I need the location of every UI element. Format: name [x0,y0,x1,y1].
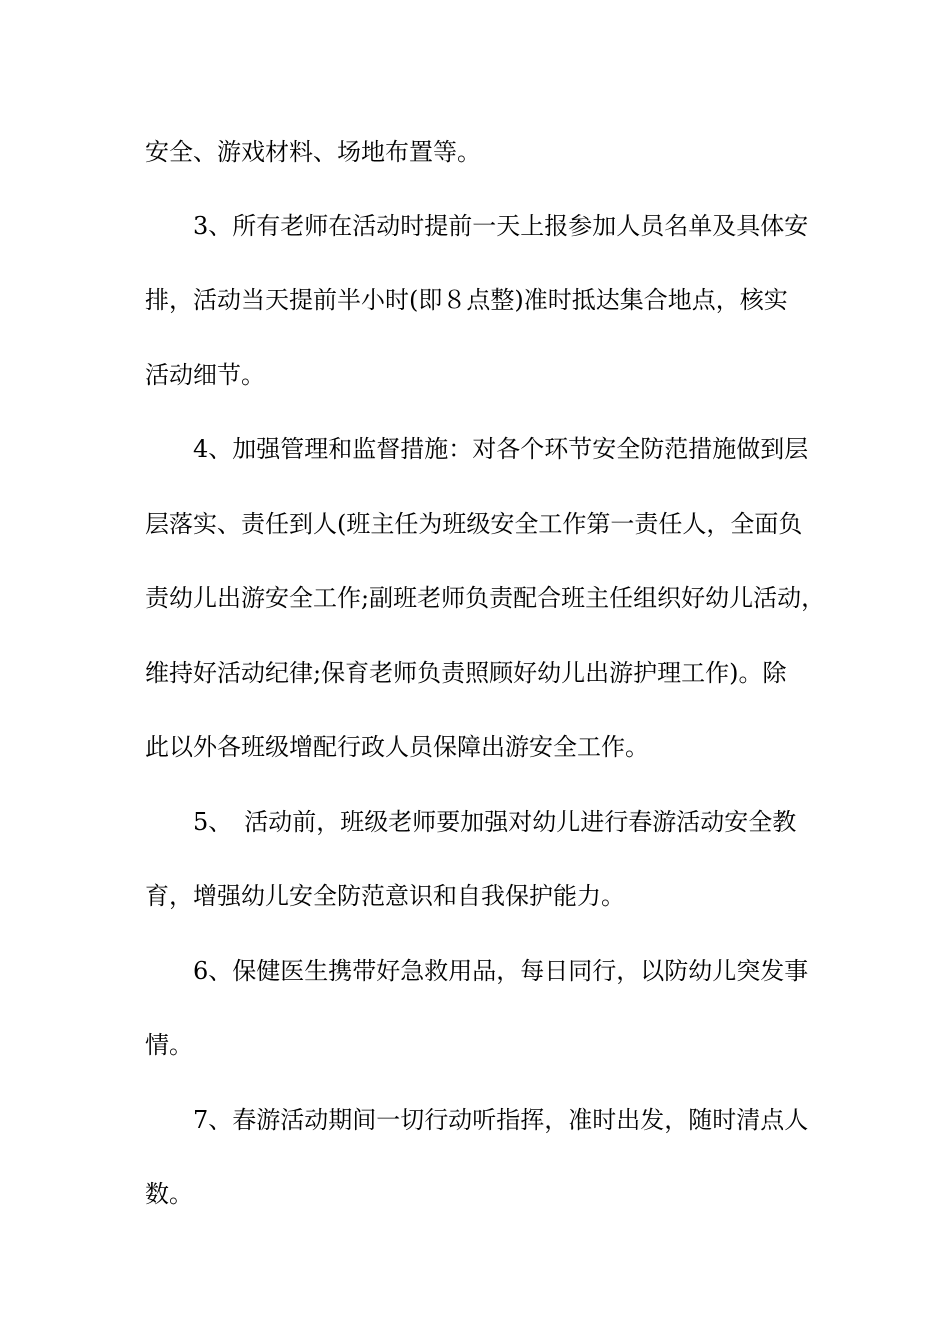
text-line: 活动细节。 [145,361,265,389]
text-line: 3、所有老师在活动时提前一天上报参加人员名单及具体安 [193,212,809,240]
text-line: 安全、游戏材料、场地布置等。 [145,138,481,166]
text-line: 排，活动当天提前半小时(即８点整)准时抵达集合地点，核实 [145,286,788,314]
text-line: 此以外各班级增配行政人员保障出游安全工作。 [145,733,649,761]
text-line: 层落实、责任到人(班主任为班级安全工作第一责任人，全面负 [145,510,803,538]
text-line: 6、保健医生携带好急救用品，每日同行，以防幼儿突发事 [193,957,809,985]
text-line: 5、 活动前，班级老师要加强对幼儿进行春游活动安全教 [193,808,797,836]
text-line: 育，增强幼儿安全防范意识和自我保护能力。 [145,882,625,910]
text-line: 情。 [145,1031,193,1059]
text-line: 维持好活动纪律;保育老师负责照顾好幼儿出游护理工作)。除 [145,659,787,687]
text-line: 4、加强管理和监督措施：对各个环节安全防范措施做到层 [193,435,809,463]
text-line: 责幼儿出游安全工作;副班老师负责配合班主任组织好幼儿活动， [145,584,826,612]
text-line: 数。 [145,1180,193,1208]
text-line: 7、春游活动期间一切行动听指挥，准时出发，随时清点人 [193,1106,809,1134]
